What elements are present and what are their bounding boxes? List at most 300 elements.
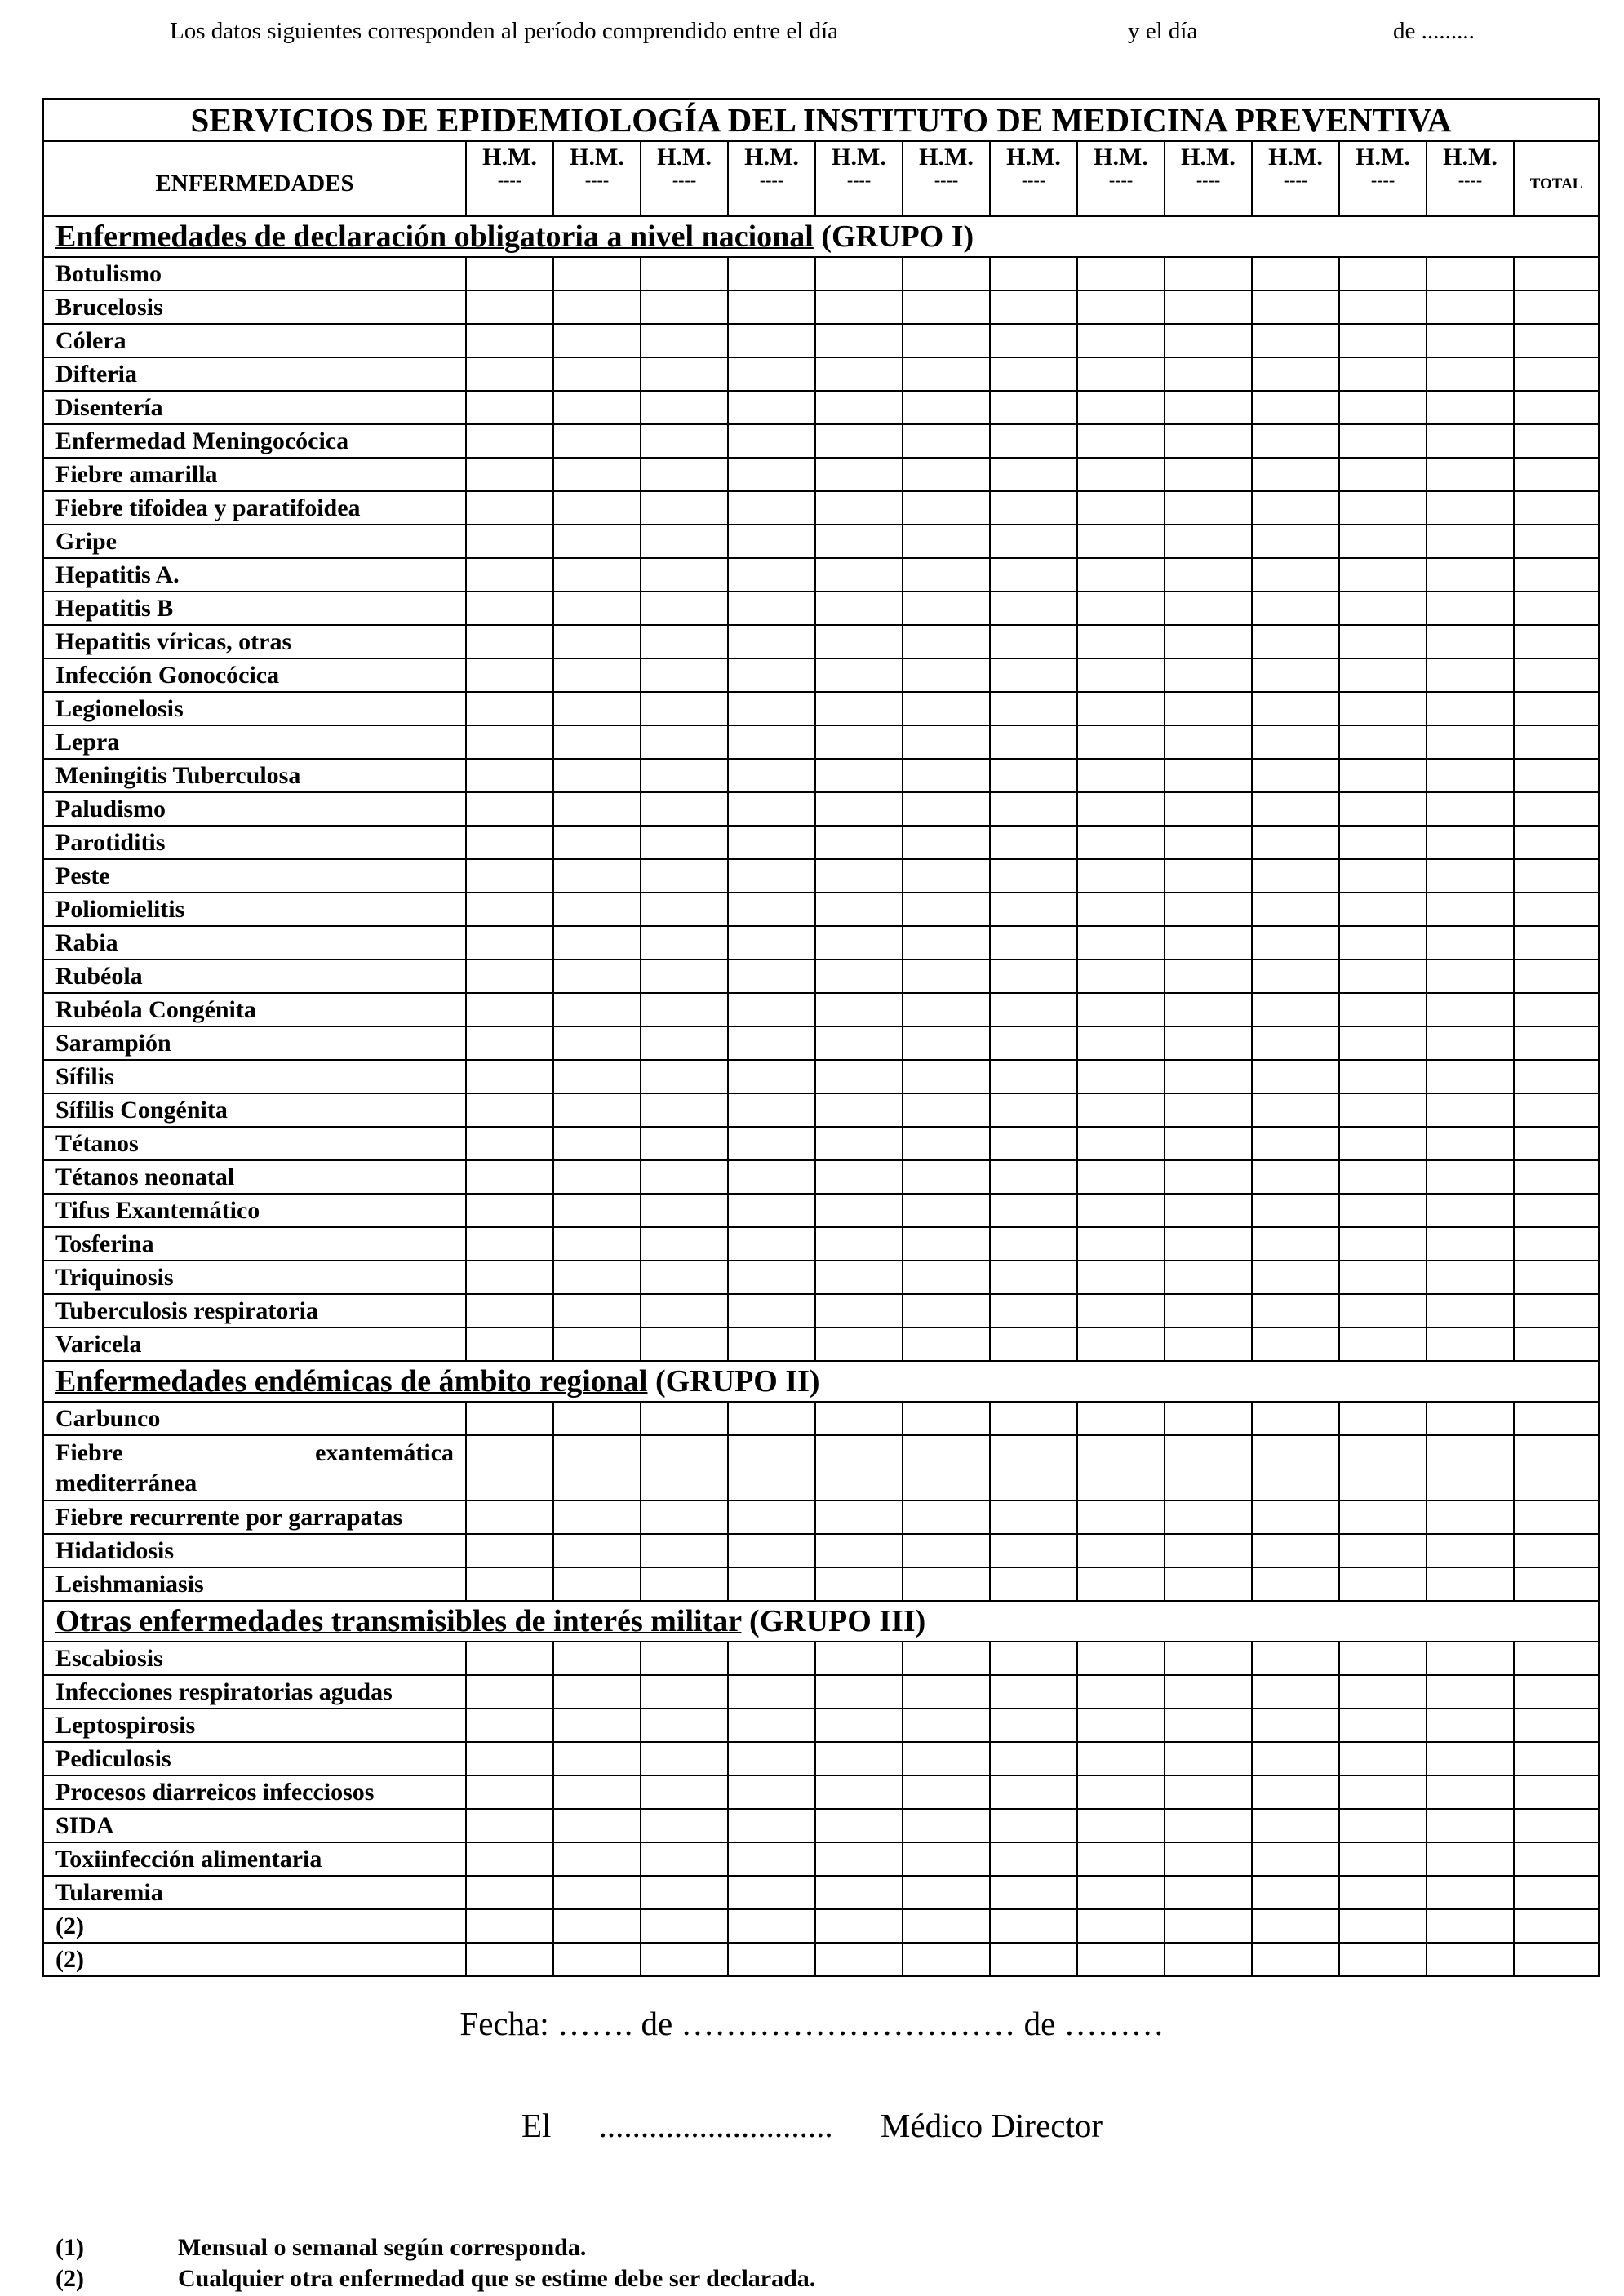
count-cell[interactable] xyxy=(903,1328,990,1361)
count-cell[interactable] xyxy=(1427,692,1514,725)
count-cell[interactable] xyxy=(990,1534,1077,1567)
count-cell[interactable] xyxy=(466,491,553,525)
count-cell[interactable] xyxy=(1252,1127,1339,1160)
count-cell[interactable] xyxy=(728,826,815,859)
count-cell[interactable] xyxy=(728,1160,815,1194)
count-cell[interactable] xyxy=(815,759,903,792)
count-cell[interactable] xyxy=(1427,1500,1514,1534)
count-cell[interactable] xyxy=(1165,592,1252,625)
count-cell[interactable] xyxy=(1165,1642,1252,1675)
count-cell[interactable] xyxy=(553,1194,641,1227)
count-cell[interactable] xyxy=(466,1809,553,1842)
count-cell[interactable] xyxy=(1077,525,1165,558)
count-cell[interactable] xyxy=(728,1842,815,1876)
count-cell[interactable] xyxy=(903,1060,990,1093)
count-cell[interactable] xyxy=(553,1127,641,1160)
count-cell[interactable] xyxy=(1427,759,1514,792)
count-cell[interactable] xyxy=(728,592,815,625)
count-cell[interactable] xyxy=(466,391,553,424)
count-cell[interactable] xyxy=(466,1093,553,1127)
total-cell[interactable] xyxy=(1514,1328,1599,1361)
count-cell[interactable] xyxy=(728,1775,815,1809)
count-cell[interactable] xyxy=(1339,893,1427,926)
count-cell[interactable] xyxy=(990,424,1077,458)
count-cell[interactable] xyxy=(1252,1328,1339,1361)
count-cell[interactable] xyxy=(815,692,903,725)
count-cell[interactable] xyxy=(466,826,553,859)
count-cell[interactable] xyxy=(1165,1775,1252,1809)
count-cell[interactable] xyxy=(990,1227,1077,1261)
count-cell[interactable] xyxy=(466,357,553,391)
count-cell[interactable] xyxy=(1427,257,1514,290)
count-cell[interactable] xyxy=(1252,1642,1339,1675)
count-cell[interactable] xyxy=(815,1500,903,1534)
count-cell[interactable] xyxy=(553,1261,641,1294)
count-cell[interactable] xyxy=(641,1402,728,1435)
count-cell[interactable] xyxy=(1077,792,1165,826)
count-cell[interactable] xyxy=(728,257,815,290)
count-cell[interactable] xyxy=(1077,960,1165,993)
count-cell[interactable] xyxy=(1077,424,1165,458)
count-cell[interactable] xyxy=(1165,1842,1252,1876)
count-cell[interactable] xyxy=(1165,391,1252,424)
count-cell[interactable] xyxy=(1427,1435,1514,1500)
count-cell[interactable] xyxy=(815,257,903,290)
count-cell[interactable] xyxy=(553,1775,641,1809)
count-cell[interactable] xyxy=(1252,859,1339,893)
count-cell[interactable] xyxy=(903,1675,990,1709)
count-cell[interactable] xyxy=(466,792,553,826)
count-cell[interactable] xyxy=(1077,826,1165,859)
count-cell[interactable] xyxy=(728,1026,815,1060)
count-cell[interactable] xyxy=(903,357,990,391)
count-cell[interactable] xyxy=(990,458,1077,491)
count-cell[interactable] xyxy=(815,1842,903,1876)
count-cell[interactable] xyxy=(1165,491,1252,525)
count-cell[interactable] xyxy=(553,558,641,592)
count-cell[interactable] xyxy=(728,1809,815,1842)
count-cell[interactable] xyxy=(1427,960,1514,993)
total-cell[interactable] xyxy=(1514,1876,1599,1909)
count-cell[interactable] xyxy=(553,1160,641,1194)
count-cell[interactable] xyxy=(990,1775,1077,1809)
count-cell[interactable] xyxy=(1077,1435,1165,1500)
count-cell[interactable] xyxy=(1165,1943,1252,1976)
total-cell[interactable] xyxy=(1514,1675,1599,1709)
count-cell[interactable] xyxy=(1339,1435,1427,1500)
count-cell[interactable] xyxy=(903,1534,990,1567)
count-cell[interactable] xyxy=(1252,1842,1339,1876)
count-cell[interactable] xyxy=(1077,391,1165,424)
count-cell[interactable] xyxy=(1165,625,1252,658)
count-cell[interactable] xyxy=(815,1402,903,1435)
count-cell[interactable] xyxy=(990,993,1077,1026)
count-cell[interactable] xyxy=(1427,658,1514,692)
count-cell[interactable] xyxy=(1427,1876,1514,1909)
count-cell[interactable] xyxy=(553,1026,641,1060)
count-cell[interactable] xyxy=(815,993,903,1026)
count-cell[interactable] xyxy=(728,926,815,960)
count-cell[interactable] xyxy=(815,1435,903,1500)
count-cell[interactable] xyxy=(466,759,553,792)
count-cell[interactable] xyxy=(1077,1402,1165,1435)
count-cell[interactable] xyxy=(466,1909,553,1943)
count-cell[interactable] xyxy=(815,1227,903,1261)
total-cell[interactable] xyxy=(1514,458,1599,491)
count-cell[interactable] xyxy=(553,1060,641,1093)
count-cell[interactable] xyxy=(641,859,728,893)
count-cell[interactable] xyxy=(903,658,990,692)
count-cell[interactable] xyxy=(1427,324,1514,357)
count-cell[interactable] xyxy=(903,525,990,558)
total-cell[interactable] xyxy=(1514,324,1599,357)
count-cell[interactable] xyxy=(1165,1709,1252,1742)
count-cell[interactable] xyxy=(641,424,728,458)
count-cell[interactable] xyxy=(903,257,990,290)
count-cell[interactable] xyxy=(1339,324,1427,357)
count-cell[interactable] xyxy=(1165,1534,1252,1567)
count-cell[interactable] xyxy=(1339,1675,1427,1709)
count-cell[interactable] xyxy=(903,1876,990,1909)
total-cell[interactable] xyxy=(1514,1775,1599,1809)
count-cell[interactable] xyxy=(1165,859,1252,893)
count-cell[interactable] xyxy=(641,1943,728,1976)
count-cell[interactable] xyxy=(1427,1261,1514,1294)
count-cell[interactable] xyxy=(1077,1642,1165,1675)
count-cell[interactable] xyxy=(1427,1093,1514,1127)
count-cell[interactable] xyxy=(1077,1534,1165,1567)
count-cell[interactable] xyxy=(815,658,903,692)
count-cell[interactable] xyxy=(553,525,641,558)
count-cell[interactable] xyxy=(1077,1227,1165,1261)
total-cell[interactable] xyxy=(1514,792,1599,826)
count-cell[interactable] xyxy=(1077,1909,1165,1943)
count-cell[interactable] xyxy=(641,257,728,290)
count-cell[interactable] xyxy=(815,792,903,826)
count-cell[interactable] xyxy=(1077,658,1165,692)
count-cell[interactable] xyxy=(815,1742,903,1775)
count-cell[interactable] xyxy=(1077,1294,1165,1328)
count-cell[interactable] xyxy=(1252,491,1339,525)
count-cell[interactable] xyxy=(903,792,990,826)
count-cell[interactable] xyxy=(903,1943,990,1976)
count-cell[interactable] xyxy=(903,491,990,525)
count-cell[interactable] xyxy=(815,290,903,324)
count-cell[interactable] xyxy=(641,658,728,692)
count-cell[interactable] xyxy=(1339,391,1427,424)
count-cell[interactable] xyxy=(1165,1160,1252,1194)
count-cell[interactable] xyxy=(1077,592,1165,625)
count-cell[interactable] xyxy=(641,1227,728,1261)
count-cell[interactable] xyxy=(1077,357,1165,391)
total-cell[interactable] xyxy=(1514,1642,1599,1675)
count-cell[interactable] xyxy=(641,759,728,792)
count-cell[interactable] xyxy=(466,1842,553,1876)
count-cell[interactable] xyxy=(641,1026,728,1060)
count-cell[interactable] xyxy=(641,1294,728,1328)
count-cell[interactable] xyxy=(466,324,553,357)
count-cell[interactable] xyxy=(1165,1742,1252,1775)
count-cell[interactable] xyxy=(1339,1026,1427,1060)
count-cell[interactable] xyxy=(466,257,553,290)
count-cell[interactable] xyxy=(1077,1675,1165,1709)
count-cell[interactable] xyxy=(553,1876,641,1909)
count-cell[interactable] xyxy=(641,324,728,357)
count-cell[interactable] xyxy=(728,692,815,725)
count-cell[interactable] xyxy=(990,1127,1077,1160)
count-cell[interactable] xyxy=(1252,525,1339,558)
count-cell[interactable] xyxy=(553,1809,641,1842)
count-cell[interactable] xyxy=(815,1127,903,1160)
total-cell[interactable] xyxy=(1514,1909,1599,1943)
count-cell[interactable] xyxy=(903,1500,990,1534)
count-cell[interactable] xyxy=(1252,1876,1339,1909)
count-cell[interactable] xyxy=(641,1775,728,1809)
count-cell[interactable] xyxy=(990,658,1077,692)
count-cell[interactable] xyxy=(553,759,641,792)
count-cell[interactable] xyxy=(641,1709,728,1742)
count-cell[interactable] xyxy=(1339,458,1427,491)
count-cell[interactable] xyxy=(903,1642,990,1675)
total-cell[interactable] xyxy=(1514,391,1599,424)
count-cell[interactable] xyxy=(990,290,1077,324)
count-cell[interactable] xyxy=(553,1567,641,1601)
count-cell[interactable] xyxy=(1077,993,1165,1026)
count-cell[interactable] xyxy=(815,1294,903,1328)
count-cell[interactable] xyxy=(553,424,641,458)
count-cell[interactable] xyxy=(1165,725,1252,759)
count-cell[interactable] xyxy=(815,1328,903,1361)
count-cell[interactable] xyxy=(728,424,815,458)
count-cell[interactable] xyxy=(1077,1742,1165,1775)
count-cell[interactable] xyxy=(903,1227,990,1261)
count-cell[interactable] xyxy=(641,1328,728,1361)
count-cell[interactable] xyxy=(1077,859,1165,893)
count-cell[interactable] xyxy=(1252,1567,1339,1601)
count-cell[interactable] xyxy=(1077,1060,1165,1093)
count-cell[interactable] xyxy=(641,792,728,826)
count-cell[interactable] xyxy=(1165,893,1252,926)
count-cell[interactable] xyxy=(641,725,728,759)
count-cell[interactable] xyxy=(1165,1567,1252,1601)
count-cell[interactable] xyxy=(728,491,815,525)
count-cell[interactable] xyxy=(1427,357,1514,391)
count-cell[interactable] xyxy=(903,592,990,625)
count-cell[interactable] xyxy=(1427,993,1514,1026)
count-cell[interactable] xyxy=(990,1328,1077,1361)
count-cell[interactable] xyxy=(466,1402,553,1435)
count-cell[interactable] xyxy=(990,1642,1077,1675)
count-cell[interactable] xyxy=(990,1160,1077,1194)
count-cell[interactable] xyxy=(1165,1026,1252,1060)
count-cell[interactable] xyxy=(1339,792,1427,826)
count-cell[interactable] xyxy=(1077,1261,1165,1294)
count-cell[interactable] xyxy=(553,491,641,525)
count-cell[interactable] xyxy=(815,1775,903,1809)
count-cell[interactable] xyxy=(1339,1127,1427,1160)
count-cell[interactable] xyxy=(903,1294,990,1328)
count-cell[interactable] xyxy=(903,1775,990,1809)
count-cell[interactable] xyxy=(990,926,1077,960)
count-cell[interactable] xyxy=(1077,491,1165,525)
count-cell[interactable] xyxy=(1077,324,1165,357)
count-cell[interactable] xyxy=(990,759,1077,792)
count-cell[interactable] xyxy=(641,960,728,993)
count-cell[interactable] xyxy=(815,1026,903,1060)
count-cell[interactable] xyxy=(815,725,903,759)
count-cell[interactable] xyxy=(641,1160,728,1194)
count-cell[interactable] xyxy=(1252,926,1339,960)
total-cell[interactable] xyxy=(1514,592,1599,625)
count-cell[interactable] xyxy=(903,324,990,357)
count-cell[interactable] xyxy=(1339,692,1427,725)
count-cell[interactable] xyxy=(553,859,641,893)
count-cell[interactable] xyxy=(1165,926,1252,960)
count-cell[interactable] xyxy=(1427,1534,1514,1567)
count-cell[interactable] xyxy=(1165,759,1252,792)
count-cell[interactable] xyxy=(1427,926,1514,960)
count-cell[interactable] xyxy=(728,1127,815,1160)
count-cell[interactable] xyxy=(1339,1567,1427,1601)
count-cell[interactable] xyxy=(553,1709,641,1742)
count-cell[interactable] xyxy=(1339,1876,1427,1909)
count-cell[interactable] xyxy=(553,357,641,391)
count-cell[interactable] xyxy=(1077,759,1165,792)
count-cell[interactable] xyxy=(1339,658,1427,692)
count-cell[interactable] xyxy=(728,1194,815,1227)
count-cell[interactable] xyxy=(641,1194,728,1227)
count-cell[interactable] xyxy=(728,1500,815,1534)
count-cell[interactable] xyxy=(728,1093,815,1127)
count-cell[interactable] xyxy=(990,324,1077,357)
count-cell[interactable] xyxy=(466,1742,553,1775)
count-cell[interactable] xyxy=(1077,558,1165,592)
count-cell[interactable] xyxy=(1339,1093,1427,1127)
count-cell[interactable] xyxy=(466,926,553,960)
count-cell[interactable] xyxy=(903,759,990,792)
total-cell[interactable] xyxy=(1514,725,1599,759)
count-cell[interactable] xyxy=(1165,324,1252,357)
count-cell[interactable] xyxy=(1339,1294,1427,1328)
count-cell[interactable] xyxy=(1339,859,1427,893)
count-cell[interactable] xyxy=(1339,1775,1427,1809)
count-cell[interactable] xyxy=(903,1261,990,1294)
count-cell[interactable] xyxy=(1252,290,1339,324)
count-cell[interactable] xyxy=(553,257,641,290)
count-cell[interactable] xyxy=(903,1402,990,1435)
total-cell[interactable] xyxy=(1514,893,1599,926)
count-cell[interactable] xyxy=(1252,1093,1339,1127)
count-cell[interactable] xyxy=(903,458,990,491)
count-cell[interactable] xyxy=(466,893,553,926)
count-cell[interactable] xyxy=(1339,558,1427,592)
count-cell[interactable] xyxy=(990,1943,1077,1976)
count-cell[interactable] xyxy=(728,625,815,658)
count-cell[interactable] xyxy=(466,1194,553,1227)
count-cell[interactable] xyxy=(1252,1294,1339,1328)
count-cell[interactable] xyxy=(815,1675,903,1709)
count-cell[interactable] xyxy=(903,1127,990,1160)
count-cell[interactable] xyxy=(990,491,1077,525)
count-cell[interactable] xyxy=(1252,826,1339,859)
count-cell[interactable] xyxy=(903,1567,990,1601)
count-cell[interactable] xyxy=(903,960,990,993)
count-cell[interactable] xyxy=(1427,391,1514,424)
count-cell[interactable] xyxy=(641,592,728,625)
count-cell[interactable] xyxy=(1252,1534,1339,1567)
count-cell[interactable] xyxy=(815,1567,903,1601)
count-cell[interactable] xyxy=(728,1642,815,1675)
total-cell[interactable] xyxy=(1514,826,1599,859)
count-cell[interactable] xyxy=(641,290,728,324)
count-cell[interactable] xyxy=(1339,926,1427,960)
count-cell[interactable] xyxy=(466,1294,553,1328)
total-cell[interactable] xyxy=(1514,1842,1599,1876)
count-cell[interactable] xyxy=(1077,1842,1165,1876)
count-cell[interactable] xyxy=(728,1435,815,1500)
count-cell[interactable] xyxy=(1077,692,1165,725)
count-cell[interactable] xyxy=(990,725,1077,759)
count-cell[interactable] xyxy=(903,893,990,926)
count-cell[interactable] xyxy=(1339,1534,1427,1567)
count-cell[interactable] xyxy=(728,1909,815,1943)
count-cell[interactable] xyxy=(641,357,728,391)
count-cell[interactable] xyxy=(1427,1675,1514,1709)
total-cell[interactable] xyxy=(1514,1500,1599,1534)
count-cell[interactable] xyxy=(1165,1060,1252,1093)
count-cell[interactable] xyxy=(990,1026,1077,1060)
count-cell[interactable] xyxy=(903,859,990,893)
count-cell[interactable] xyxy=(1339,725,1427,759)
count-cell[interactable] xyxy=(815,424,903,458)
count-cell[interactable] xyxy=(641,1675,728,1709)
count-cell[interactable] xyxy=(1339,1060,1427,1093)
count-cell[interactable] xyxy=(1077,257,1165,290)
total-cell[interactable] xyxy=(1514,1567,1599,1601)
count-cell[interactable] xyxy=(1252,1026,1339,1060)
count-cell[interactable] xyxy=(1077,1567,1165,1601)
count-cell[interactable] xyxy=(641,625,728,658)
count-cell[interactable] xyxy=(466,1227,553,1261)
count-cell[interactable] xyxy=(1165,692,1252,725)
count-cell[interactable] xyxy=(1427,458,1514,491)
count-cell[interactable] xyxy=(553,391,641,424)
count-cell[interactable] xyxy=(1077,1809,1165,1842)
count-cell[interactable] xyxy=(1077,1500,1165,1534)
count-cell[interactable] xyxy=(815,625,903,658)
count-cell[interactable] xyxy=(1165,1227,1252,1261)
count-cell[interactable] xyxy=(1339,1909,1427,1943)
count-cell[interactable] xyxy=(641,1567,728,1601)
count-cell[interactable] xyxy=(1339,1943,1427,1976)
count-cell[interactable] xyxy=(990,792,1077,826)
count-cell[interactable] xyxy=(728,1675,815,1709)
count-cell[interactable] xyxy=(1427,1909,1514,1943)
count-cell[interactable] xyxy=(466,290,553,324)
count-cell[interactable] xyxy=(903,692,990,725)
total-cell[interactable] xyxy=(1514,1093,1599,1127)
count-cell[interactable] xyxy=(466,1775,553,1809)
count-cell[interactable] xyxy=(815,826,903,859)
count-cell[interactable] xyxy=(1339,592,1427,625)
count-cell[interactable] xyxy=(1077,1876,1165,1909)
total-cell[interactable] xyxy=(1514,1809,1599,1842)
count-cell[interactable] xyxy=(990,1402,1077,1435)
count-cell[interactable] xyxy=(466,558,553,592)
count-cell[interactable] xyxy=(466,1675,553,1709)
count-cell[interactable] xyxy=(1339,357,1427,391)
count-cell[interactable] xyxy=(903,558,990,592)
